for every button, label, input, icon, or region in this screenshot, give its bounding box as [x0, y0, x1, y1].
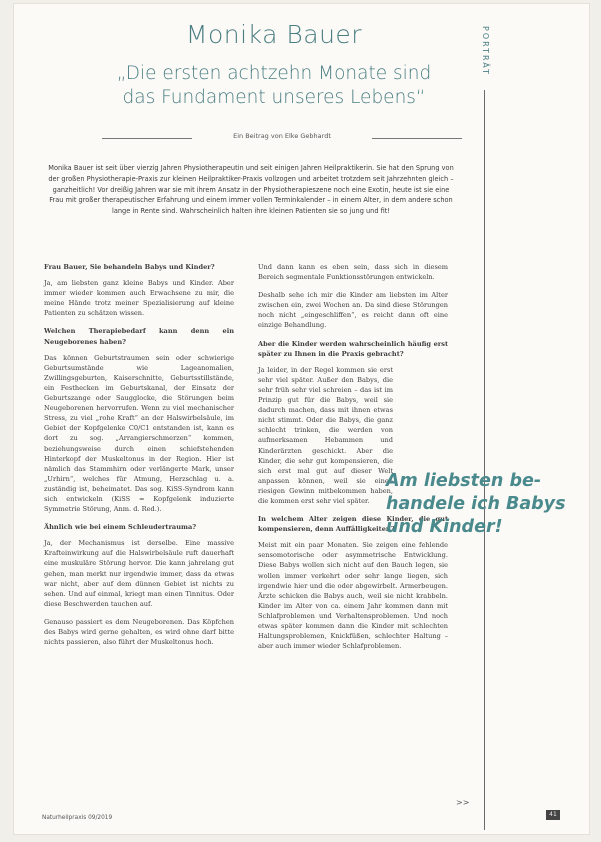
interview-question: Frau Bauer, Sie behandeln Babys und Kinder? [44, 263, 215, 271]
pull-quote-line-3: und Kinder! [386, 517, 503, 537]
interview-question: Ähnlich wie bei einem Schleudertrauma? [44, 523, 197, 532]
text-column-left [44, 262, 234, 655]
headline-line-1: „Die ersten achtzehn Monate sind [116, 63, 432, 84]
vertical-divider [484, 90, 485, 830]
byline-rule-right [372, 138, 462, 139]
byline-rule-left [102, 138, 192, 139]
magazine-page [14, 4, 589, 834]
interview-answer: Ja, am liebsten ganz kleine Babys und Kinder. Aber immer wieder kommen auch Erwachsene zu mir, die meine Hände trotz meiner Spezialisierung auf kleine Patienten zu schätzen wissen. [44, 279, 234, 318]
headline-line-2: das Fundament unseres Lebens“ [122, 87, 426, 108]
interview-answer: Und dann kann es eben sein, dass sich in diesem Bereich segmentale Funktionsstörungen entwickeln. [258, 263, 448, 282]
page-number: 41 [546, 810, 560, 820]
pull-quote-line-2: handele ich Babys [386, 494, 566, 514]
interview-answer: Das können Geburtstraumen sein oder schwierige Geburtsumstände wie Lageanomalien, Zwillingsgeburten, Kaiserschnitte, Geburtsstillstände, ein Festhecken im Geburtskanal, der Einsatz der Geburtszange oder Saugglocke, die Störungen beim Neugeborenen hervorrufen. Wenn zu viel mechanischer Stress, zu viel „rohe Kraft“ an der Halswirbelsäule, im Gebiet der Kopfgelenke C0/C1 entstanden ist, kann es dort zu sog. „Arrangierschmerzen“ kommen, beziehungsweise durch einen schiefstehenden Hinterkopf der Muskeltonus in der Region. Hier ist nämlich das Stammhirn oder verlängerte Mark, unser „Urhirn“, welches für Atmung, Herzschlag u. a. zuständig ist, beheimatet. Das sog. KiSS-Syndrom kann sich entwickeln (KiSS = Kopfgelenk induzierte Symmetrie Störung, Anm. d. Red.). [44, 353, 234, 514]
interview-question: Aber die Kinder werden wahrscheinlich häufig erst später zu Ihnen in die Praxis gebracht? [258, 339, 448, 358]
section-label: PORTRÄT [481, 26, 490, 76]
interview-answer: Genauso passiert es dem Neugeborenen. Das Köpfchen des Babys wird gerne gehalten, es wird ohne darf bitte nichts passieren, also führt der Muskeltonus hoch. [44, 617, 234, 647]
continue-marker: >> [456, 798, 470, 807]
interview-answer: Meist mit ein paar Monaten. Sie zeigen eine fehlende sensomotorische oder asymmetrische Entwicklung. Diese Babys wollen sich nicht auf den Bauch legen, sie wollen immer verkehrt oder sehr lange liegen, sich irgendwie hier und die oder abgewirbelt. Armerbeugen. Ärzte schicken die Babys auch, weil sie nicht krabbeln. Kinder im Alter von ca. einem Jahr kommen dann mit Schlafproblemen und Verhaltensproblemen. Und noch etwas später kommen dann die Kinder mit schlechten Haltungsproblemen, Knickfüßen, schlechter Haltung – aber auch immer wieder Schlafproblemen. [258, 541, 448, 651]
interview-answer: Ja leider, in der Regel kommen sie erst sehr viel später. Außer den Babys, die sehr früh sehr viel schreien – das ist im Prinzip gut für die Babys, weil sie dadurch machen, dass mit ihnen etwas nicht stimmt. Oder die Babys, die ganz schlecht trinken, die werden von aufmerksamen Hebammen und Kinderärzten geschickt. Aber die Kinder, die sehr gut kompensieren, die sich erst mal gut auf dieser Welt anpassen können, weil sie einen riesigen Gewinn mitbekommen haben, die kommen erst sehr viel später. [258, 365, 393, 505]
byline-row [102, 132, 462, 144]
byline: Ein Beitrag von Elke Gebhardt [233, 132, 331, 140]
interview-answer: Ja, der Mechanismus ist derselbe. Eine massive Krafteinwirkung auf die Halswirbelsäule ruft dauerhaft eine muskuläre Störung hervor. Die kann jahrelang gut gehen, man merkt nur irgendwie immer, dass da etwas war nicht, aber auf dem dünnen Gebiet ist nichts zu sehen. Und auf einmal, kriegt man einen Tinnitus. Oder diese Beschwerden tauchen auf. [44, 539, 234, 608]
interview-question: Welchen Therapiebedarf kann denn ein Neugeborenes haben? [44, 327, 234, 346]
pull-quote-line-1: Am liebsten be- [386, 471, 542, 491]
article-headline-quote [14, 62, 534, 110]
footer-magazine: Naturheilpraxis 09/2019 [42, 815, 113, 821]
article-title: Monika Bauer [185, 20, 363, 49]
interview-answer: Deshalb sehe ich mir die Kinder am liebsten im Alter zwischen ein, zwei Wochen an. Da sind diese Störungen noch nicht „eingeschliffen“, es reicht dann oft eine einzige Behandlung. [258, 291, 448, 330]
intro-paragraph: Monika Bauer ist seit über vierzig Jahren Physiotherapeutin und seit einigen Jahren Heilpraktikerin. Sie hat den Sprung von der großen Physiotherapie-Praxis zur kleinen Heilpraktiker-Praxis vollzogen und arbeitet trotzdem seit Jahrzehnten gleich – ganzheitlich! Vor dreißig Jahren war sie mit ihrem Ansatz in der Physiotherapieszene noch eine Exotin, heute ist sie eine Frau mit großer therapeutischer Erfahrung und einem immer vollen Terminkalender – in einem Alter, in dem andere schon lange in Rente sind. Wahrscheinlich halten ihre kleinen Patienten sie so jung und fit! [48, 164, 454, 216]
pull-quote [386, 470, 586, 539]
interview-question: In welchem Alter zeigen diese Kinder, die gut kompensieren, denn Auffälligkeiten? [258, 515, 448, 534]
text-column-right [258, 262, 448, 659]
